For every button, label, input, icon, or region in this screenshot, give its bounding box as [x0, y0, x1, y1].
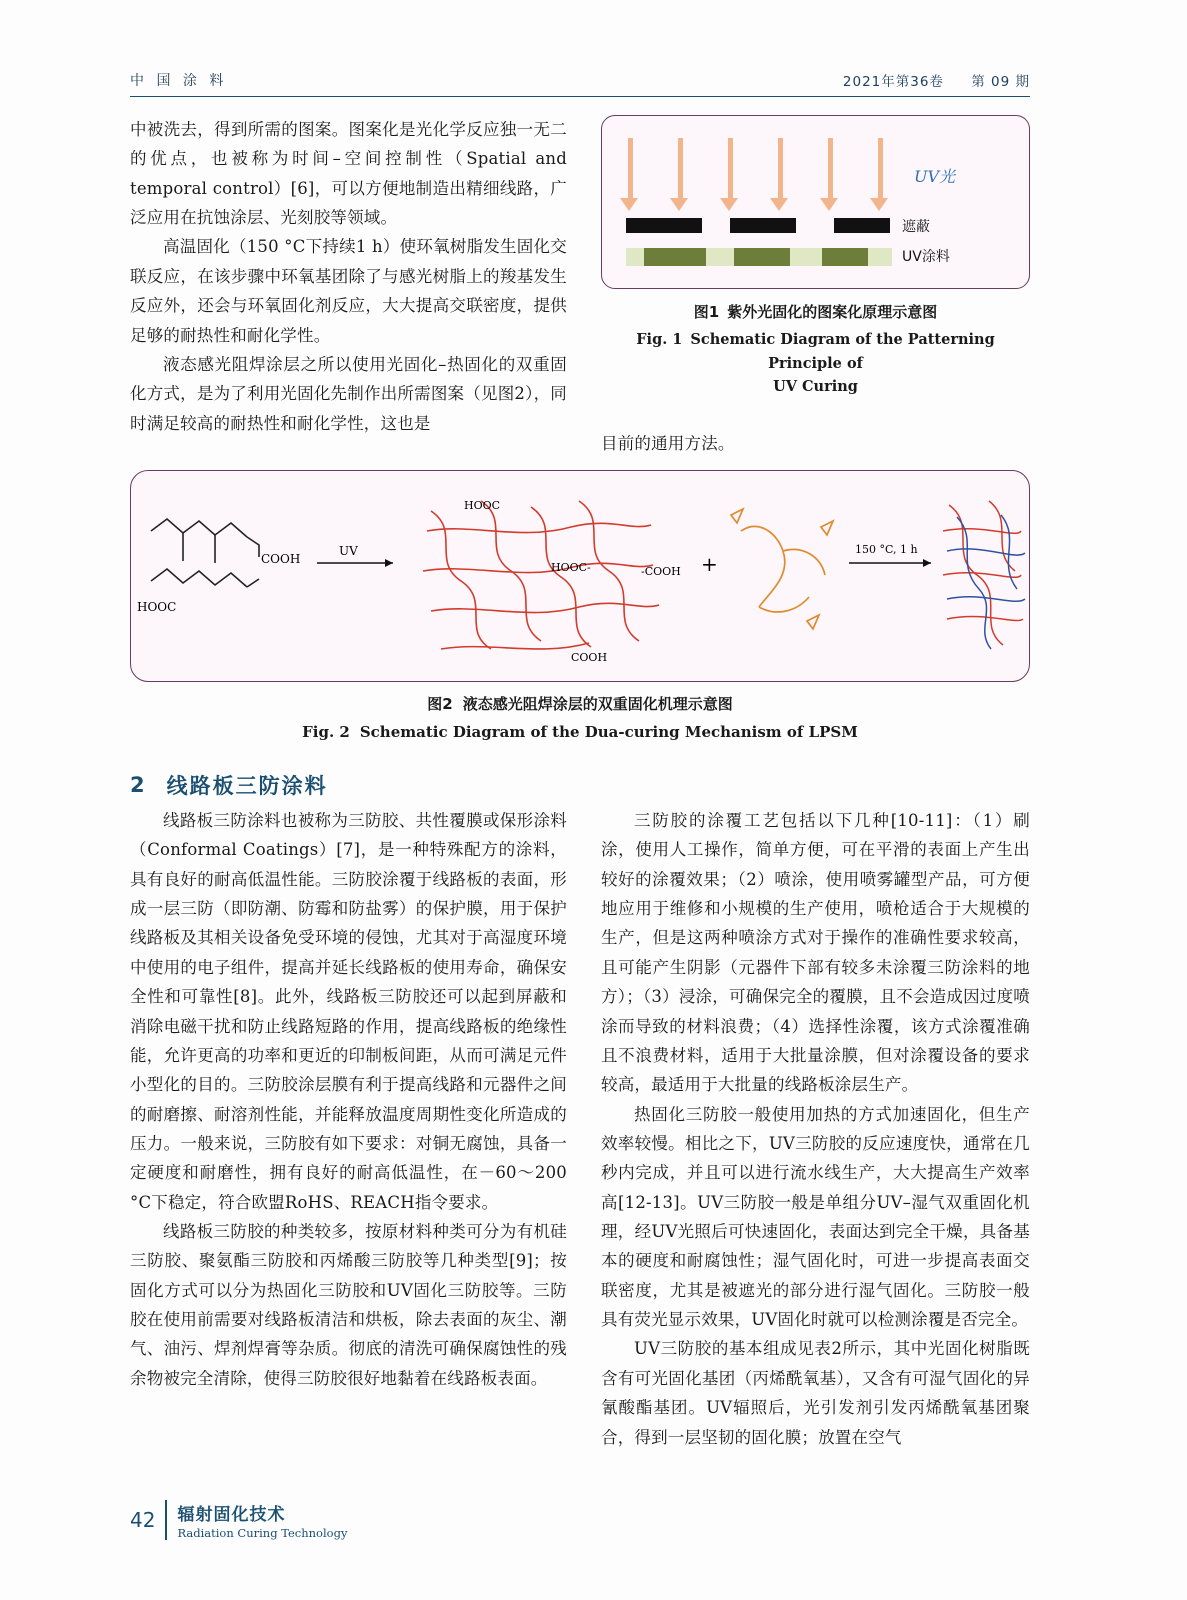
figure-1-image: [601, 115, 1030, 289]
uv-arrow-head: [770, 198, 788, 211]
paragraph: 三防胶的涂覆工艺包括以下几种[10-11]：（1）刷涂，使用人工操作，简单方便，可在平滑的表面上产生出较好的涂覆效果；（2）喷涂，使用喷雾罐型产品，可方便地应用于维修和小规模的生产使用，喷枪适合于大规模的生产，但是这两种喷涂方式对于操作的准确性要求较高，且可能产生阴影（元器件下部有较多未涂覆三防涂料的地方）；（3）浸涂，可确保完全的覆膜，且不会造成因过度喷涂而导致的材料浪费；（4）选择性涂覆，该方式涂覆准确且不浪费材料，适用于大批量涂膜，但对涂覆设备的要求较高，最适用于大批量的线路板涂层生产。: [601, 811, 1030, 1095]
uv-arrow-shaft: [728, 138, 733, 200]
figure-1-title-en-1: Schematic Diagram of the Patterning Principle of: [690, 331, 995, 372]
figure-2-svg: [131, 471, 1030, 681]
paragraph: 线路板三防胶的种类较多，按原材料种类可分为有机硅三防胶、聚氨酯三防胶和丙烯酸三防胶等几种类型[9]；按固化方式可以分为热固化三防胶和UV固化三防胶等。三防胶在使用前需要对线路板清洁和烘板，除去表面的灰尘、潮气、油污、焊剂焊膏等杂质。彻底的清洗可确保腐蚀性的残余物被完全清除，使得三防胶很好地黏着在线路板表面。: [130, 1222, 567, 1388]
figure-1-caption: [601, 301, 1030, 399]
cooh-label: COOH: [261, 552, 301, 567]
paragraph: 目前的通用方法。: [601, 433, 735, 453]
section-title: 线路板三防涂料: [166, 774, 328, 799]
page-footer: [130, 1500, 1030, 1540]
journal-name: 中 国 涂 料: [130, 73, 228, 89]
figure-2: [130, 470, 1030, 744]
uv-arrow-head: [720, 198, 738, 211]
paragraph: 液态感光阻焊涂层之所以使用光固化–热固化的双重固化方式，是为了利用光固化先制作出所需图案（见图2），同时满足较高的耐热性和耐化学性，这也是: [130, 354, 567, 433]
paragraph: 中被洗去，得到所需的图案。图案化是光化学反应独一无二的优点，也被称为时间–空间控制性（Spatial and temporal control）[6]，可以方便地制造出精细线路，广泛应用在抗蚀涂层、光刻胶等领域。: [130, 120, 567, 228]
figure-2-title-cn: 液态感光阻焊涂层的双重固化机理示意图: [462, 695, 733, 714]
right-column-top: [601, 115, 1030, 458]
mask-label: 遮蔽: [902, 219, 930, 235]
left-column-top: [130, 115, 567, 458]
figure-2-number-cn: 图2: [427, 695, 453, 714]
issue-info: [843, 70, 1030, 90]
uv-arrow-head: [870, 198, 888, 211]
uv-arrow-head: [820, 198, 838, 211]
figure-2-image: [130, 470, 1030, 682]
coating-label: UV涂料: [902, 249, 950, 265]
mask-bar: [834, 218, 890, 233]
volume-label: 2021年第36卷: [842, 74, 944, 90]
uv-arrow-shaft: [628, 138, 633, 200]
page-content: [130, 70, 1030, 1452]
mask-bar: [626, 218, 702, 233]
page-number: 42: [130, 1508, 156, 1532]
footer-title-en: Radiation Curing Technology: [177, 1526, 348, 1540]
cooh-label: COOH: [571, 651, 608, 665]
paragraph: 高温固化（150 °C下持续1 h）使环氧树脂发生固化交联反应，在该步骤中环氧基团除了与感光树脂上的羧基发生反应外，还会与环氧固化剂反应，大大提高交联密度，提供足够的耐热性和耐化学性。: [130, 237, 567, 345]
figure-2-number-en: Fig. 2: [302, 723, 350, 742]
hooc-label: HOOC: [464, 499, 501, 513]
figure-2-caption: [130, 692, 1030, 744]
mask-bar: [730, 218, 796, 233]
figure-1-number-en: Fig. 1: [636, 331, 683, 349]
section-number: 2: [130, 773, 145, 798]
uv-light-label: UV光: [914, 167, 956, 186]
body-column-left: [130, 806, 567, 1452]
paragraph: 线路板三防涂料也被称为三防胶、共性覆膜或保形涂料（Conformal Coatings）[7]，是一种特殊配方的涂料，具有良好的耐高低温性能。三防胶涂覆于线路板的表面，形成一层三防（即防潮、防霉和防盐雾）的保护膜，用于保护线路板及其相关设备免受环境的侵蚀，尤其对于高湿度环境中使用的电子组件，提高并延长线路板的使用寿命，确保安全性和可靠性[8]。此外，线路板三防胶还可以起到屏蔽和消除电磁干扰和防止线路短路的作用，提高线路板的绝缘性能，允许更高的功率和更近的印制板间距，从而可满足元件小型化的目的。三防胶涂层膜有利于提高线路和元器件之间的耐磨擦、耐溶剂性能，并能释放温度周期性变化所造成的压力。一般来说，三防胶有如下要求：对铜无腐蚀，具备一定硬度和耐磨性，拥有良好的耐高低温性，在－60～200 °C下稳定，符合欧盟RoHS、REACH指令要求。: [130, 811, 567, 1212]
hooc-label: HOOC-: [551, 561, 591, 575]
section-heading: [130, 770, 1030, 800]
running-head: [130, 70, 1030, 97]
figure-2-title-en: Schematic Diagram of the Dua-curing Mechanism of LPSM: [359, 723, 858, 742]
figure-1-title-en-2: UV Curing: [773, 378, 858, 396]
uv-arrow-head: [670, 198, 688, 211]
body-columns: [130, 806, 1030, 1452]
uv-arrow-shaft: [678, 138, 683, 200]
figure-1-number-cn: 图1: [693, 303, 720, 321]
heat-arrow-label: 150 °C, 1 h: [855, 543, 918, 557]
uv-arrow-label: UV: [339, 544, 358, 559]
footer-text: [177, 1500, 347, 1540]
footer-divider: [165, 1500, 167, 1540]
coating-strip: [626, 248, 892, 266]
body-column-right: [601, 806, 1030, 1452]
figure-1-title-cn: 紫外光固化的图案化原理示意图: [727, 303, 938, 321]
top-columns: [130, 115, 1030, 458]
hooc-label: HOOC: [137, 600, 177, 615]
uv-arrow-shaft: [828, 138, 833, 200]
uv-arrow-shaft: [878, 138, 883, 200]
paragraph: UV三防胶的基本组成见表2所示，其中光固化树脂既含有可光固化基团（丙烯酰氧基），又含有可湿气固化的异氰酸酯基团。UV辐照后，光引发剂引发丙烯酰氧基团聚合，得到一层坚韧的固化膜；放置在空气: [601, 1339, 1030, 1447]
cooh-label: -COOH: [641, 565, 681, 579]
footer-title-cn: 辐射固化技术: [177, 1505, 286, 1525]
paragraph: 热固化三防胶一般使用加热的方式加速固化，但生产效率较慢。相比之下，UV三防胶的反应速度快，通常在几秒内完成，并且可以进行流水线生产，大大提高生产效率高[12-13]。UV三防胶一般是单组分UV–湿气双重固化机理，经UV光照后可快速固化，表面达到完全干燥，具备基本的硬度和耐腐蚀性；湿气固化时，可进一步提高表面交联密度，尤其是被遮光的部分进行湿气固化。三防胶一般具有荧光显示效果，UV固化时就可以检测涂覆是否完全。: [601, 1104, 1030, 1330]
plus-sign: +: [701, 552, 718, 577]
uv-arrow-head: [620, 198, 638, 211]
issue-label: 第 09 期: [971, 74, 1030, 90]
uv-arrow-shaft: [778, 138, 783, 200]
